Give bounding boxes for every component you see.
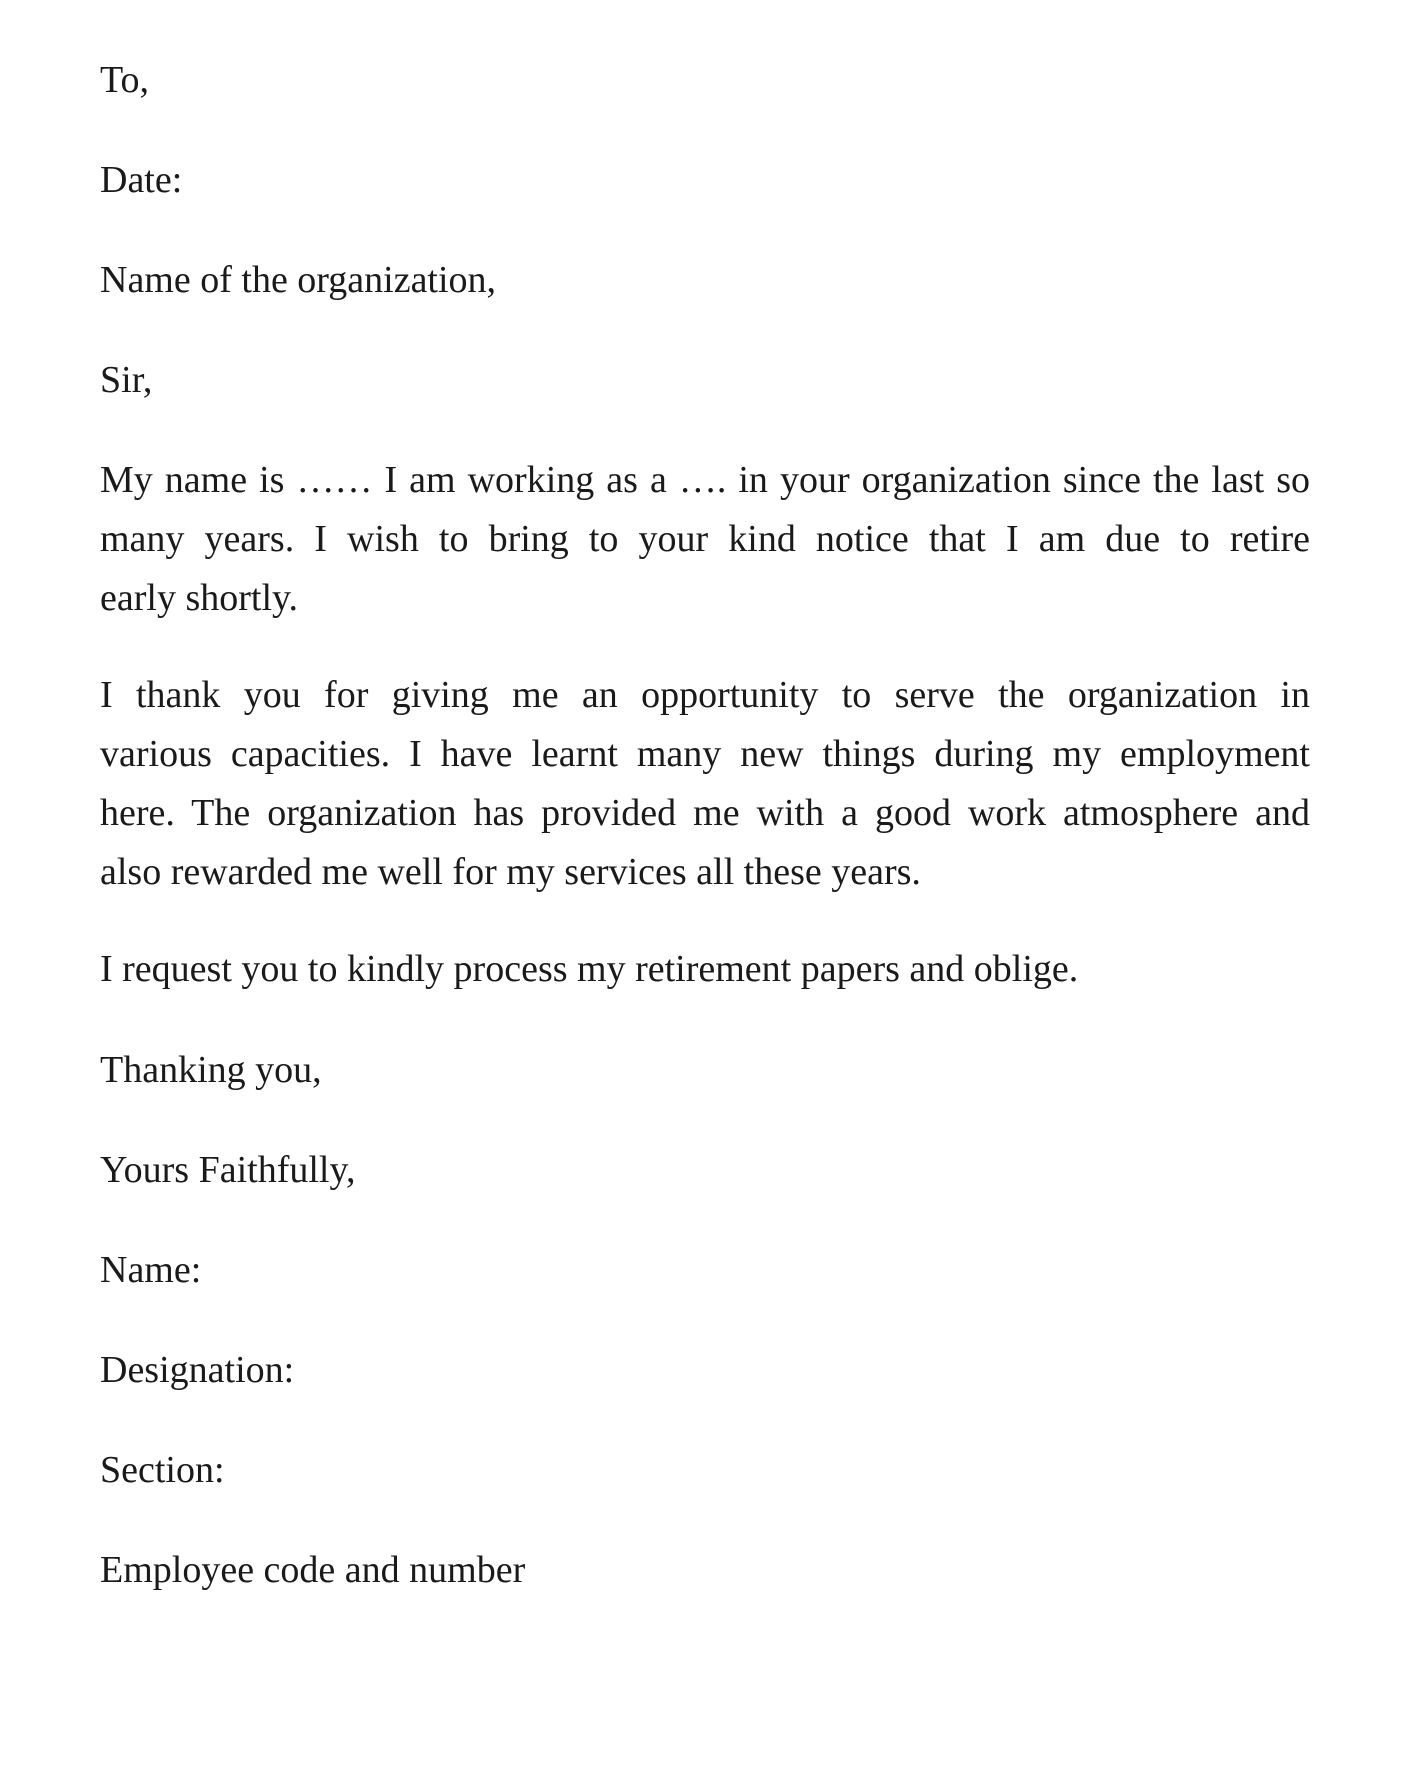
- paragraph-line: here. The organization has provided me with a good work atmosphere and: [100, 792, 1310, 834]
- designation-field-label: Designation:: [100, 1349, 295, 1391]
- paragraph-line: early shortly.: [100, 577, 299, 619]
- paragraph-line: various capacities. I have learnt many new things during my employment: [100, 733, 1310, 775]
- employee-code-field-label: Employee code and number: [100, 1549, 526, 1591]
- paragraph-line: also rewarded me well for my services all these years.: [100, 851, 921, 893]
- paragraph-line: I thank you for giving me an opportunity to serve the organization in: [100, 674, 1310, 716]
- recipient-line: To,: [100, 59, 150, 101]
- paragraph-gratitude: [100, 666, 1310, 902]
- request-line: I request you to kindly process my retirement papers and oblige.: [100, 948, 1079, 990]
- paragraph-introduction: [100, 451, 1310, 628]
- closing-signoff: Yours Faithfully,: [100, 1149, 356, 1191]
- organization-line: Name of the organization,: [100, 259, 497, 301]
- paragraph-line: many years. I wish to bring to your kind notice that I am due to retire: [100, 518, 1310, 560]
- salutation: Sir,: [100, 359, 153, 401]
- closing-thanks: Thanking you,: [100, 1049, 322, 1091]
- section-field-label: Section:: [100, 1449, 225, 1491]
- paragraph-line: My name is …… I am working as a …. in your organization since the last so: [100, 459, 1310, 501]
- name-field-label: Name:: [100, 1249, 202, 1291]
- date-line: Date:: [100, 159, 183, 201]
